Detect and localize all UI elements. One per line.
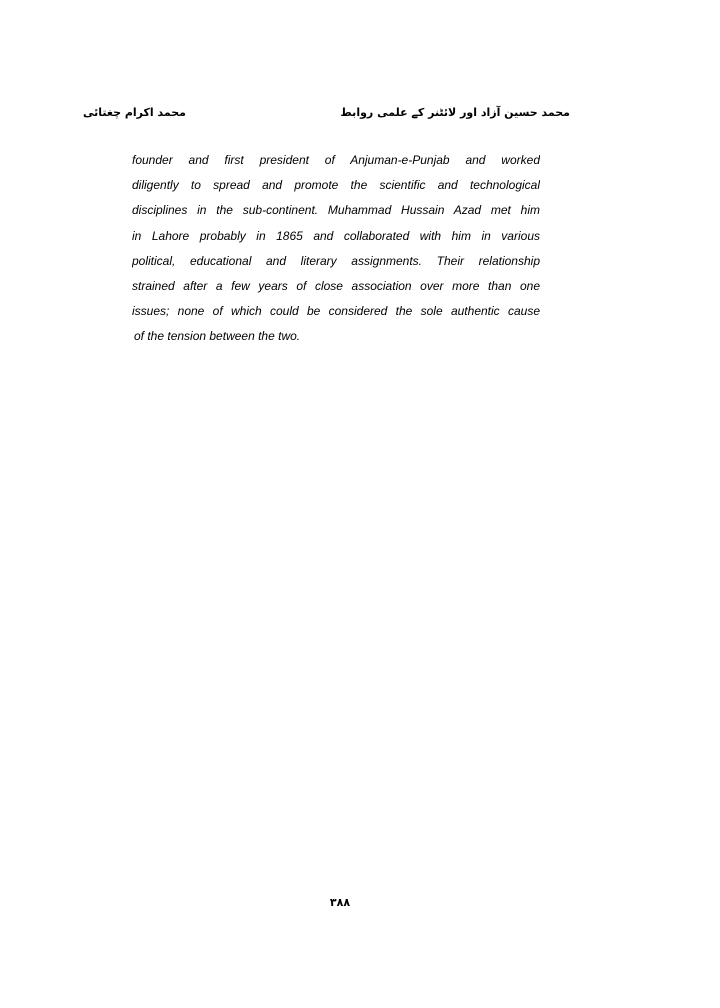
body-paragraph <box>132 148 540 350</box>
paragraph-line: of the tension between the two. <box>134 329 301 344</box>
page-number: ۳۸۸ <box>329 896 351 909</box>
running-header-title: محمد حسین آزاد اور لائٹنر کے علمی روابط <box>340 106 570 119</box>
paragraph-line: diligently to spread and promote the scientific and technological <box>132 178 540 193</box>
paragraph-line: disciplines in the sub-continent. Muhammad Hussain Azad met him <box>132 203 540 218</box>
paragraph-line: in Lahore probably in 1865 and collaborated with him in various <box>132 228 540 243</box>
paragraph-line: strained after a few years of close association over more than one <box>132 279 540 294</box>
paragraph-line: issues; none of which could be considered the sole authentic cause <box>132 304 540 319</box>
running-header-author: محمد اکرام چغتائی <box>83 106 186 119</box>
paragraph-line: political, educational and literary assignments. Their relationship <box>132 253 540 268</box>
paragraph-line: founder and first president of Anjuman-e-Punjab and worked <box>132 153 540 167</box>
